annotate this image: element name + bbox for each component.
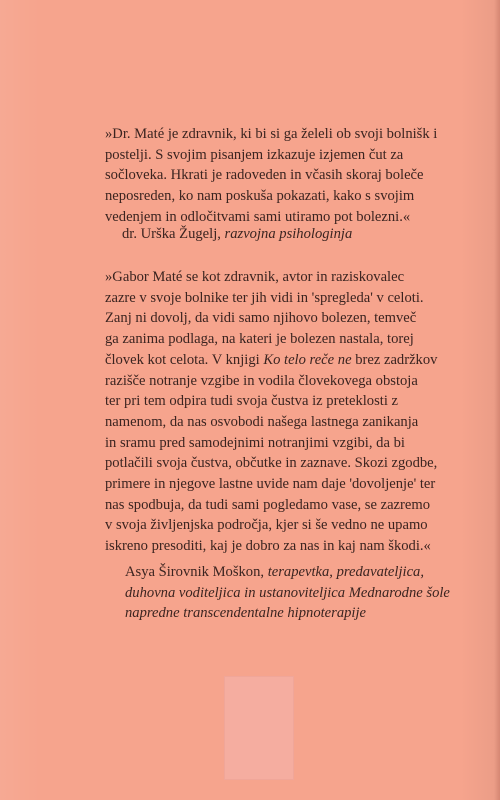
- endorsement-quote-2: [105, 267, 440, 557]
- endorsement-attribution-1: [122, 224, 352, 245]
- attribution-line: [125, 562, 450, 583]
- quote-line: postelji. S svojim pisanjem izkazuje izjemen čut za: [105, 146, 404, 163]
- attribution-role: terapevtka, predavateljica,: [267, 564, 424, 580]
- attribution-role: napredne transcendentalne hipnoterapije: [125, 605, 367, 622]
- quote-line: ter pri tem odpira tudi svoja čustva iz preteklosti z: [105, 393, 399, 410]
- endorsement-quote-1: [105, 124, 440, 228]
- quote-line: razišče notranje vzgibe in vodila človekovega obstoja: [105, 372, 418, 389]
- attribution-name: Asya Širovnik Moškon,: [125, 564, 268, 580]
- quote-line: »Gabor Maté se kot zdravnik, avtor in raziskovalec: [105, 269, 405, 285]
- quote-line: nas spodbuja, da tudi sami pogledamo vase, se zazremo: [105, 496, 431, 513]
- quote-line: namenom, da nas osvobodi našega lastnega zanikanja: [105, 413, 419, 430]
- attribution-name: dr. Urška Žugelj,: [122, 226, 225, 242]
- quote-line: in sramu pred samodejnimi notranjimi vzgibi, da bi: [105, 434, 405, 451]
- quote-line: primere in njegove lastne uvide nam daje 'dovoljenje' ter: [105, 476, 436, 493]
- quote-line: ga zanima podlaga, na kateri je bolezen nastala, torej: [105, 331, 414, 348]
- quote-line: neposreden, ko nam poskuša pokazati, kako s svojim: [105, 188, 415, 205]
- quote-line: iskreno presoditi, kaj je dobro za nas in kaj nam škodi.«: [105, 538, 431, 555]
- quote-line: potlačili svoja čustva, občutke in zaznave. Skozi zgodbe,: [105, 455, 438, 472]
- quote-line: sočloveka. Hkrati je radoveden in včasih skoraj boleče: [105, 167, 424, 184]
- attribution-role: duhovna voditeljica in ustanoviteljica Mednarodne šole: [125, 584, 450, 601]
- quote-line: »Dr. Maté je zdravnik, ki bi si ga želeli ob svoji bolnišk i: [105, 126, 438, 142]
- quote-line: Zanj ni dovolj, da vidi samo njihovo bolezen, temveč: [105, 310, 417, 327]
- quote-line: v svoja življenjska področja, kjer si še vedno ne upamo: [105, 517, 428, 534]
- endorsement-attribution-2: [125, 562, 450, 624]
- quote-line: zazre v svoje bolnike ter jih vidi in 'spregleda' v celoti.: [105, 289, 424, 306]
- barcode-placeholder: [224, 676, 294, 780]
- cover-edge-shadow: [494, 0, 500, 800]
- quote-text: brez zadržkov: [351, 351, 438, 368]
- attribution-role: razvojna psihologinja: [224, 226, 353, 242]
- quote-line: vedenjem in odločitvami sami utiramo pot bolezni.«: [105, 208, 411, 225]
- quote-line-with-title: [105, 350, 440, 371]
- book-title: Ko telo reče ne: [263, 351, 352, 368]
- quote-text: človek kot celota. V knjigi: [105, 351, 264, 368]
